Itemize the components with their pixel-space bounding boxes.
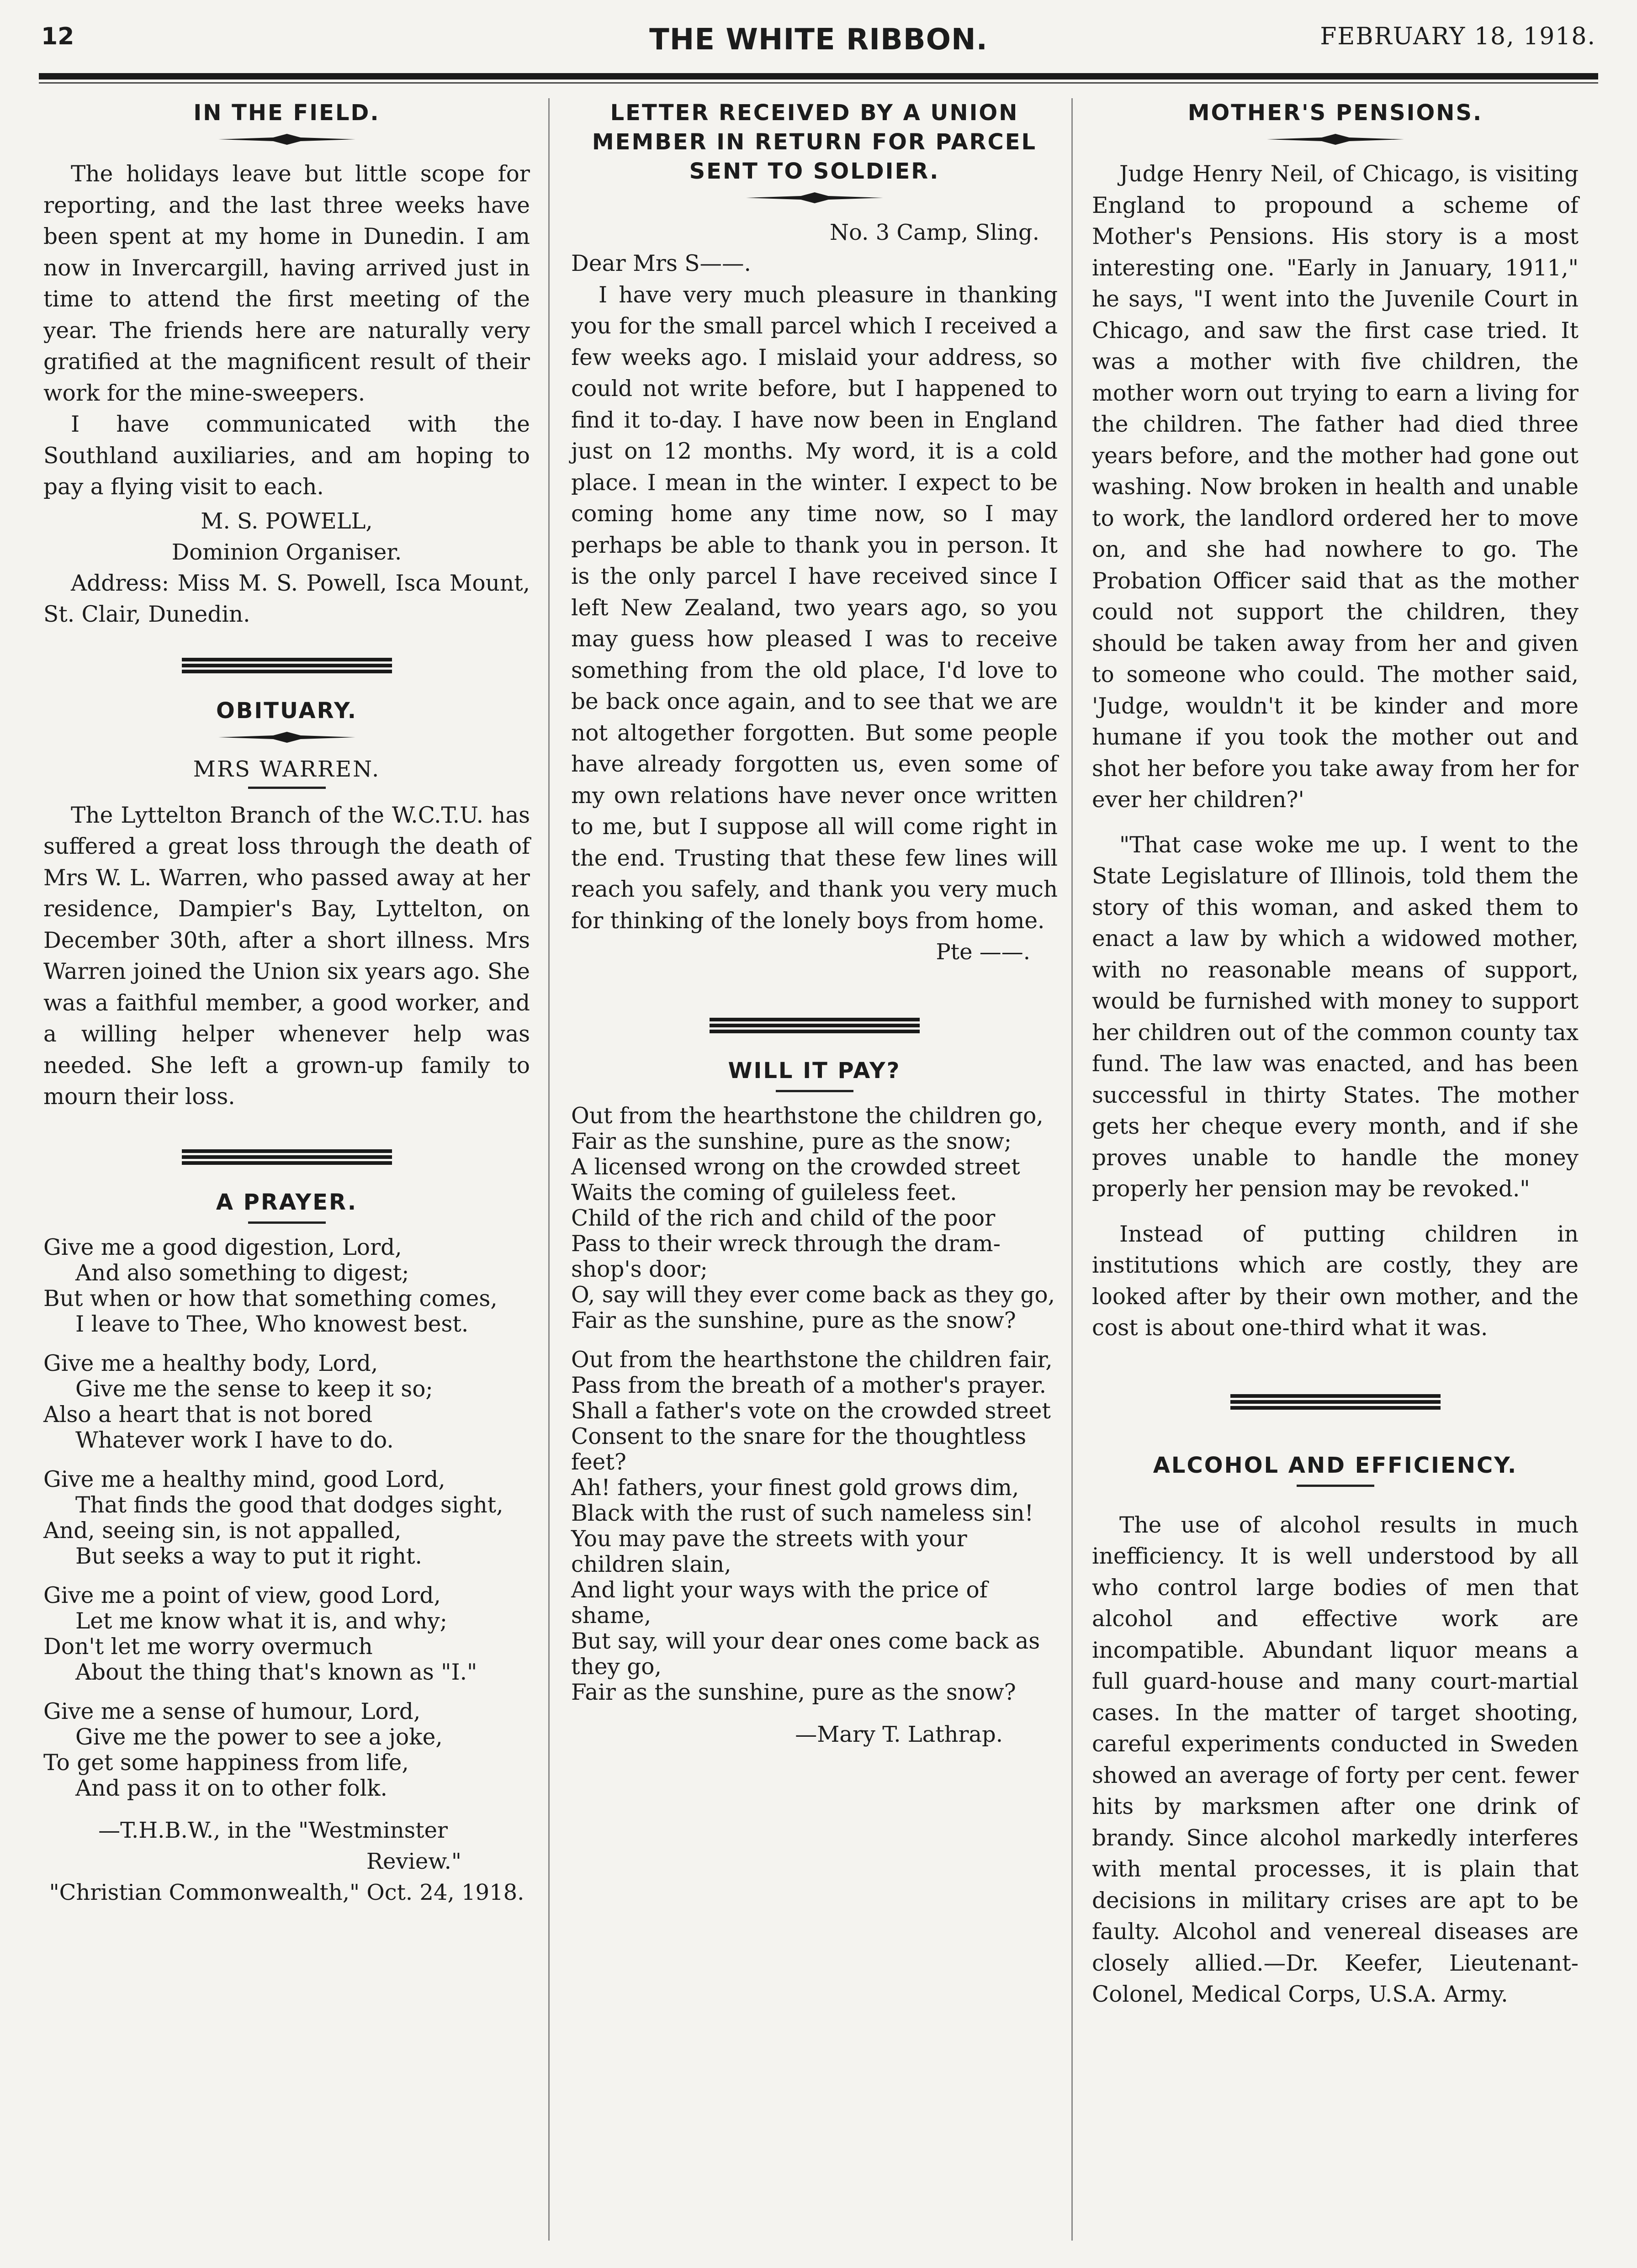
poem-line: Pass to their wreck through the dram-shop's door; <box>571 1231 1001 1282</box>
letter-body: I have very much pleasure in thanking you for the small parcel which I received a few weeks ago. I mislaid your address, so could not write before, but I happened to find it to-day. I have now been in England just on 12 months. My word, it is a cold place. I mean in the winter. I expect to be coming home any time now, so I may perhaps be able to thank you in person. It is the only parcel I have received since I left New Zealand, two years ago, so you may guess how pleased I was to receive something from the old place, I'd love to be back once again, and to see that we are not altogether forgotten. But some people have already forgotten us, even some of my own relations have never once written to me, but I suppose all will come right in the end. Trusting that these few lines will reach you safely, and thank you very much for thinking of the lonely boys from home. <box>571 282 1058 934</box>
obituary-subheading: MRS WARREN. <box>193 756 381 782</box>
ornament-rule <box>1267 134 1404 145</box>
poem-line: Give me the sense to keep it so; <box>75 1376 433 1402</box>
poem-line: Shall a father's vote on the crowded street <box>571 1398 1051 1424</box>
address: Address: Miss M. S. Powell, Isca Mount, St. Clair, Dunedin. <box>43 570 530 627</box>
ornament-rule <box>218 732 355 743</box>
obituary-paragraph: The Lyttelton Branch of the W.C.T.U. has suffered a great loss through the death of Mrs W. L. Warren, who passed away at her residence, Dampier's Bay, Lyttelton, on December 30th, after a short illness. Mrs Warren joined the Union six years ago. She was a faithful member, a good worker, and a willing helper whenever help was needed. She left a grown-up family to mourn their loss. <box>43 802 530 1110</box>
issue-date: FEBRUARY 18, 1918. <box>1320 23 1596 50</box>
column-divider <box>1071 98 1073 2241</box>
poem-line: Give me a healthy mind, good Lord, <box>43 1466 445 1492</box>
section-separator <box>710 1018 920 1033</box>
section-separator <box>182 658 392 673</box>
poem-line: Give me a sense of humour, Lord, <box>43 1698 421 1724</box>
page-number: 12 <box>41 23 74 50</box>
poem-line: Out from the hearthstone the children go, <box>571 1103 1044 1129</box>
short-rule <box>248 787 326 789</box>
column-middle <box>571 98 1058 2241</box>
poem-stanza <box>43 1351 530 1453</box>
poem-line: Don't let me worry overmuch <box>43 1634 373 1660</box>
poem-line: Fair as the sunshine, pure as the snow? <box>571 1680 1016 1705</box>
poem-line: Black with the rust of such nameless sin! <box>571 1501 1034 1526</box>
poem-stanza <box>43 1699 530 1801</box>
poem-line: But seeks a way to put it right. <box>75 1543 422 1569</box>
prayer-attribution: —T.H.B.W., in the "Westminster <box>98 1817 448 1843</box>
prayer-attribution: Review." <box>366 1848 461 1874</box>
section-separator <box>182 1149 392 1165</box>
column-right <box>1092 98 1579 2241</box>
poem-line: To get some happiness from life, <box>43 1750 409 1776</box>
in-the-field-paragraph: I have communicated with the Southland auxiliaries, and am hoping to pay a flying visit to each. <box>43 412 530 500</box>
mothers-pensions-paragraph: Instead of putting children in institutions which are costly, they are looked after by their own mother, and the cost is about one-third what it was. <box>1092 1221 1579 1341</box>
will-it-pay-poem <box>571 1103 1058 1705</box>
poem-line: Out from the hearthstone the children fair, <box>571 1347 1053 1373</box>
publication-title: THE WHITE RIBBON. <box>649 23 988 57</box>
poem-line: And light your ways with the price of shame, <box>571 1577 988 1628</box>
poem-line: Waits the coming of guileless feet. <box>571 1180 957 1205</box>
poem-line: Give me a good digestion, Lord, <box>43 1234 402 1260</box>
poem-line: About the thing that's known as "I." <box>75 1659 477 1685</box>
prayer-poem <box>43 1235 530 1801</box>
poem-line: Give me a healthy body, Lord, <box>43 1350 378 1376</box>
section-separator <box>1230 1394 1441 1410</box>
poem-line: Child of the rich and child of the poor <box>571 1205 996 1231</box>
obituary-heading: OBITUARY. <box>216 698 358 724</box>
poem-line: Ah! fathers, your finest gold grows dim, <box>571 1475 1019 1501</box>
poem-line: Pass from the breath of a mother's prayer. <box>571 1373 1047 1398</box>
poem-line: And also something to digest; <box>75 1260 409 1286</box>
letter-signoff: Pte ——. <box>936 939 1030 965</box>
mothers-pensions-paragraph: "That case woke me up. I went to the State Legislature of Illinois, told them the story of this woman, and asked them to enact a law by which a widowed mother, with no reasonable means of support, would be furnished with money to support her children out of the common county tax fund. The law was enacted, and has been successful in thirty States. The mother gets her cheque every month, and if she proves unable to handle the money properly her pension may be revoked." <box>1092 832 1579 1202</box>
column-divider <box>548 98 550 2241</box>
poem-stanza <box>43 1583 530 1685</box>
will-it-pay-heading: WILL IT PAY? <box>728 1058 901 1084</box>
poem-stanza <box>571 1347 1058 1705</box>
column-left <box>43 98 530 2241</box>
short-rule <box>776 1090 853 1092</box>
poem-line: Give me the power to see a joke, <box>75 1724 443 1750</box>
poem-line: That finds the good that dodges sight, <box>75 1492 503 1518</box>
short-rule <box>248 1221 326 1224</box>
poem-line: O, say will they ever come back as they go, <box>571 1282 1055 1308</box>
poem-line: But when or how that something comes, <box>43 1285 498 1311</box>
letter-location: No. 3 Camp, Sling. <box>830 220 1039 245</box>
poem-line: But say, will your dear ones come back as they go, <box>571 1628 1040 1680</box>
in-the-field-paragraph: The holidays leave but little scope for reporting, and the last three weeks have been spent at my home in Dunedin. I am now in Invercargill, having arrived just in time to attend the first meeting of the year. The friends here are naturally very gratified at the magnificent result of their work for the mine-sweepers. <box>43 161 530 406</box>
header-rule <box>39 73 1598 79</box>
poem-line: Let me know what it is, and why; <box>75 1608 448 1634</box>
prayer-heading: A PRAYER. <box>216 1189 358 1215</box>
ornament-rule <box>746 192 883 203</box>
poem-line: Give me a point of view, good Lord, <box>43 1582 441 1608</box>
letter-salutation: Dear Mrs S——. <box>571 251 751 276</box>
poem-line: You may pave the streets with your children slain, <box>571 1526 967 1577</box>
poem-line: Fair as the sunshine, pure as the snow; <box>571 1129 1012 1154</box>
poem-line: Consent to the snare for the thoughtless feet? <box>571 1424 1027 1475</box>
poem-line: Whatever work I have to do. <box>75 1427 394 1453</box>
alcohol-paragraph: The use of alcohol results in much inefficiency. It is well understood by all who control large bodies of men that alcohol and effective work are incompatible. Abundant liquor means a full guard-house and many court-martial cases. In the matter of target shooting, careful experiments conducted in Sweden showed an average of forty per cent. fewer hits by marksmen after one drink of brandy. Since alcohol markedly interferes with mental processes, it is plain that decisions in military crises are apt to be faulty. Alcohol and venereal diseases are closely allied.—Dr. Keefer, Lieutenant-Colonel, Medical Corps, U.S.A. Army. <box>1092 1512 1579 2007</box>
mothers-pensions-heading: MOTHER'S PENSIONS. <box>1187 100 1483 126</box>
ornament-rule <box>218 134 355 145</box>
short-rule <box>1297 1485 1374 1487</box>
signature-name: M. S. POWELL, <box>201 508 373 534</box>
poem-line: A licensed wrong on the crowded street <box>571 1154 1020 1180</box>
mothers-pensions-paragraph: Judge Henry Neil, of Chicago, is visiting England to propound a scheme of Mother's Pensions. His story is a most interesting one. "Early in January, 1911," he says, "I went into the Juvenile Court in Chicago, and saw the first case tried. It was a mother with five children, the mother worn out trying to earn a living for the children. The father had died three years before, and the mother had gone out washing. Now broken in health and unable to work, the landlord ordered her to move on, and she had nowhere to go. The Probation Officer said that as the mother could not support the children, they should be taken away from her and given to someone who could. The mother said, 'Judge, wouldn't it be kinder and more humane if you took the mother out and shot her before you take away from her for ever her children?' <box>1092 161 1579 813</box>
poem-author: —Mary T. Lathrap. <box>795 1722 1003 1747</box>
poem-line: And, seeing sin, is not appalled, <box>43 1517 402 1544</box>
poem-line: Fair as the sunshine, pure as the snow? <box>571 1308 1016 1333</box>
in-the-field-heading: IN THE FIELD. <box>193 100 380 126</box>
poem-stanza <box>43 1235 530 1337</box>
poem-line: Also a heart that is not bored <box>43 1401 373 1427</box>
letter-heading: LETTER RECEIVED BY A UNION MEMBER IN RETURN FOR PARCEL SENT TO SOLDIER. <box>592 100 1037 184</box>
page-header <box>41 14 1596 69</box>
poem-stanza <box>43 1467 530 1569</box>
prayer-attribution: "Christian Commonwealth," Oct. 24, 1918. <box>49 1879 524 1905</box>
poem-line: And pass it on to other folk. <box>75 1775 387 1801</box>
signature-title: Dominion Organiser. <box>171 539 402 565</box>
alcohol-heading: ALCOHOL AND EFFICIENCY. <box>1153 1452 1518 1478</box>
header-rule-thin <box>39 82 1598 84</box>
poem-line: I leave to Thee, Who knowest best. <box>75 1311 469 1337</box>
poem-stanza <box>571 1103 1058 1333</box>
